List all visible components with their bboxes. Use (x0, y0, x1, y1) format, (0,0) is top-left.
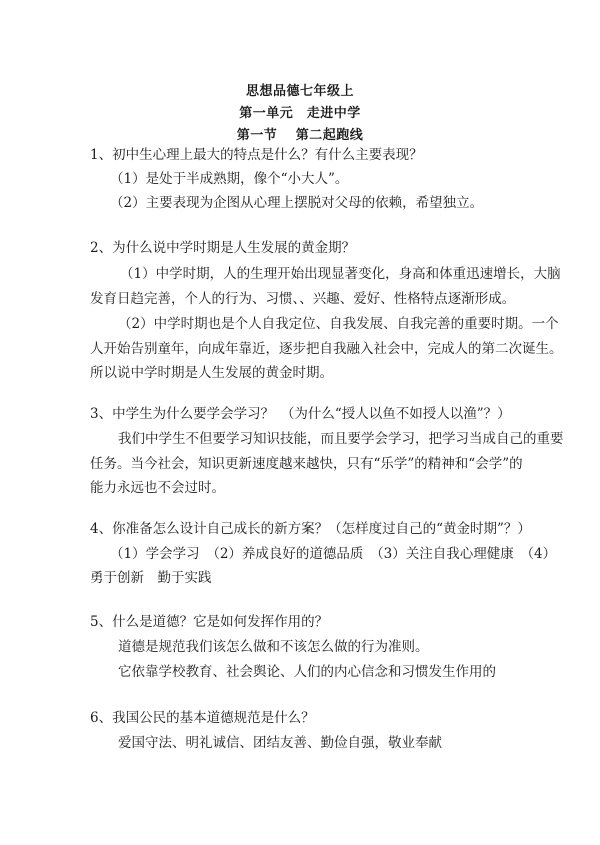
question-5: 5、什么是道德？它是如何发挥作用的？ (90, 614, 329, 630)
question-1: 1、初中生心理上最大的特点是什么？有什么主要表现？ (90, 147, 423, 163)
answer-2-line-3: （2）中学时期也是个人自我定位、自我发展、自我完善的重要时期。一个 (118, 316, 559, 332)
question-2: 2、为什么说中学时期是人生发展的黄金期？ (90, 240, 356, 256)
answer-2-line-2: 发育日趋完善，个人的行为、习惯、、兴趣、爱好、性格特点逐渐形成。 (90, 291, 516, 307)
answer-4-line-2: 勇于创新 勤于实践 (90, 570, 212, 586)
answer-3-line-1: 我们中学生不但要学习知识技能，而且要学会学习，把学习当成自己的重要 (118, 431, 564, 447)
question-6: 6、我国公民的基本道德规范是什么？ (90, 710, 315, 726)
answer-2-line-1: （1）中学时期，人的生理开始出现显著变化，身高和体重迅速增长，大脑 (120, 266, 561, 282)
answer-3-line-3: 能力永远也不会过时。 (90, 480, 225, 496)
answer-1-line-1: （1）是处于半成熟期，像个“小大人”。 (110, 171, 349, 187)
answer-4-line-1: （1）学会学习 （2）养成良好的道德品质 （3）关注自我心理健康 （4） (110, 546, 557, 562)
answer-3-line-2: 任务。当今社会，知识更新速度越来越快，只有“乐学”的精神和“会学”的 (90, 456, 523, 472)
section-heading: 第一节 第二起跑线 (236, 128, 364, 143)
answer-2-line-4: 人开始告别童年，向成年靠近，逐步把自我融入社会中，完成人的第二次诞生。 (90, 341, 563, 357)
answer-2-line-5: 所以说中学时期是人生发展的黄金时期。 (90, 365, 333, 381)
answer-5-line-2: 它依靠学校教育、社会舆论、人们的内心信念和习惯发生作用的 (118, 664, 496, 680)
question-4: 4、你准备怎么设计自己成长的新方案？（怎样度过自己的“黄金时期”？） (90, 521, 531, 537)
question-3: 3、中学生为什么要学会学习？ （为什么“授人以鱼不如授人以渔”？） (90, 406, 511, 422)
document-title: 思想品德七年级上 (245, 84, 354, 99)
answer-1-line-2: （2）主要表现为企图从心理上摆脱对父母的依赖，希望独立。 (110, 195, 484, 211)
answer-5-line-1: 道德是规范我们该怎么做和不该怎么做的行为准则。 (118, 639, 429, 655)
answer-6-line-1: 爱国守法、明礼诚信、团结友善、勤俭自强，敬业奉献 (118, 735, 442, 751)
unit-heading: 第一单元 走进中学 (239, 106, 361, 121)
